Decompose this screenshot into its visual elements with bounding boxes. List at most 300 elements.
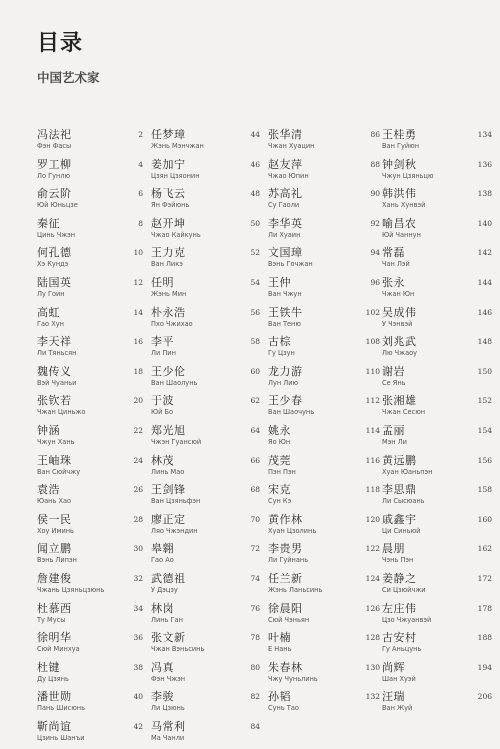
index-entry[interactable] — [382, 513, 494, 543]
index-entry[interactable] — [151, 513, 263, 543]
artist-name-chinese: 黄作林 — [268, 512, 303, 526]
page-number: 86 — [370, 130, 380, 139]
page-number: 60 — [250, 366, 260, 376]
page-number: 52 — [250, 248, 260, 258]
artist-name-chinese: 钟涵 — [37, 423, 60, 437]
artist-name-chinese: 王少春 — [268, 394, 303, 408]
artist-name-russian: Шан Хуэй — [382, 674, 416, 683]
page-number: 24 — [133, 455, 143, 465]
artist-name-russian: Сун Кэ — [268, 497, 292, 506]
index-entry[interactable] — [382, 217, 494, 247]
index-entry[interactable] — [268, 513, 380, 543]
artist-name-russian: Вэнь Липэн — [37, 556, 77, 565]
artist-name-russian: Чжан Вэньсинь — [151, 645, 205, 654]
index-entry[interactable] — [382, 424, 494, 454]
artist-name-russian: Юань Хао — [37, 497, 72, 506]
page-number: 188 — [477, 633, 492, 643]
index-column-3 — [268, 128, 380, 720]
artist-name-russian: Ван Жуй — [382, 704, 413, 713]
page-number: 90 — [370, 189, 380, 199]
artist-name-russian: Чжан Хуацин — [268, 142, 315, 150]
page-number: 126 — [365, 603, 380, 613]
index-entry[interactable] — [37, 217, 149, 247]
artist-name-chinese: 龙力游 — [268, 364, 303, 378]
artist-name-russian: Чэнь Пэн — [382, 556, 414, 565]
artist-name-russian: Ван Чжун — [268, 289, 302, 298]
page-number: 132 — [365, 692, 380, 702]
artist-name-russian: Гао Хун — [37, 319, 64, 328]
page-number: 122 — [365, 544, 380, 554]
page-number: 134 — [477, 130, 492, 139]
index-entry[interactable] — [37, 631, 149, 661]
page-number: 74 — [250, 573, 260, 583]
index-entry[interactable] — [37, 483, 149, 513]
page-number: 96 — [370, 277, 380, 287]
artist-name-russian: Ван Ликэ — [151, 260, 183, 269]
artist-name-russian: Хань Хунвэй — [382, 201, 426, 210]
page-number: 66 — [250, 455, 260, 465]
artist-name-chinese: 茂莞 — [268, 453, 291, 467]
page-number: 16 — [133, 337, 143, 347]
artist-name-russian: Ли Тяньсян — [37, 349, 77, 358]
artist-name-chinese: 杜键 — [37, 660, 60, 674]
artist-name-russian: Хуан Цзолинь — [268, 526, 317, 535]
index-entry[interactable] — [382, 631, 494, 661]
page-number: 78 — [250, 633, 260, 643]
index-entry[interactable] — [151, 365, 263, 395]
artist-name-chinese: 袁浩 — [37, 483, 60, 497]
index-entry[interactable] — [268, 128, 380, 158]
page-number: 48 — [250, 189, 260, 199]
page-number: 128 — [365, 633, 380, 643]
page-number: 124 — [365, 573, 380, 583]
artist-name-chinese: 廖正定 — [151, 512, 186, 526]
artist-name-russian: Лу Гоин — [37, 289, 65, 298]
page-number: 94 — [370, 248, 380, 258]
artist-name-chinese: 赵开坤 — [151, 216, 186, 230]
page-number: 44 — [250, 130, 260, 139]
artist-name-chinese: 潘世勋 — [37, 690, 72, 704]
page-number: 102 — [365, 307, 380, 317]
index-entry[interactable] — [268, 394, 380, 424]
artist-name-russian: Ван Шаолунь — [151, 378, 198, 387]
index-entry[interactable] — [151, 690, 263, 720]
artist-name-russian: Чжао Юпин — [268, 171, 309, 180]
index-entry[interactable] — [151, 187, 263, 217]
artist-name-russian: Мэн Ли — [382, 437, 407, 446]
index-entry[interactable] — [151, 631, 263, 661]
artist-name-russian: Гао Ао — [151, 556, 174, 565]
index-entry[interactable] — [268, 424, 380, 454]
page-number: 144 — [477, 277, 492, 287]
artist-name-chinese: 苏高礼 — [268, 187, 303, 201]
artist-name-chinese: 钟剑秋 — [382, 157, 417, 171]
page-number: 194 — [477, 662, 492, 672]
artist-name-russian: Ли Сысюань — [382, 497, 425, 506]
page-number: 172 — [477, 573, 492, 583]
artist-name-russian: Ван Шаочунь — [268, 408, 315, 417]
page-number: 40 — [133, 692, 143, 702]
index-entry[interactable] — [382, 542, 494, 572]
artist-name-russian: Линь Ган — [151, 615, 183, 624]
index-entry[interactable] — [151, 720, 263, 749]
artist-name-chinese: 李天祥 — [37, 335, 72, 349]
artist-name-russian: Цзо Чжуанвэй — [382, 615, 432, 624]
artist-name-russian: Линь Мао — [151, 467, 185, 476]
artist-name-chinese: 任梦璋 — [151, 128, 186, 141]
index-entry[interactable] — [382, 187, 494, 217]
index-entry[interactable] — [151, 424, 263, 454]
artist-name-chinese: 宋克 — [268, 483, 291, 497]
artist-name-chinese: 高虹 — [37, 305, 60, 319]
index-entry[interactable] — [37, 454, 149, 484]
artist-name-chinese: 孟丽 — [382, 423, 405, 437]
index-entry[interactable] — [151, 246, 263, 276]
artist-name-chinese: 吴成伟 — [382, 305, 417, 319]
page-number: 136 — [477, 159, 492, 169]
artist-name-russian: Лун Лию — [268, 378, 299, 387]
page-number: 28 — [133, 514, 143, 524]
artist-name-chinese: 韩洪伟 — [382, 187, 417, 201]
page-number: 8 — [138, 218, 143, 228]
artist-name-russian: Юй Бо — [151, 408, 174, 417]
index-entry[interactable] — [268, 365, 380, 395]
index-entry[interactable] — [382, 128, 494, 158]
artist-name-russian: Ту Мусы — [37, 615, 66, 624]
index-entry[interactable] — [268, 217, 380, 247]
artist-name-chinese: 张湘雄 — [382, 394, 417, 408]
artist-name-russian: Гу Аньцунь — [382, 645, 422, 654]
index-entry[interactable] — [268, 483, 380, 513]
artist-name-russian: Вэнь Гочжан — [268, 260, 313, 269]
artist-name-russian: Ма Чанли — [151, 733, 185, 742]
artist-name-chinese: 赵友萍 — [268, 157, 303, 171]
artist-name-chinese: 李华英 — [268, 216, 303, 230]
artist-name-chinese: 林茂 — [151, 453, 174, 467]
index-entry[interactable] — [268, 690, 380, 720]
page-number: 22 — [133, 425, 143, 435]
index-entry[interactable] — [37, 690, 149, 720]
artist-name-chinese: 黄远鹏 — [382, 453, 417, 467]
page-number: 112 — [365, 396, 380, 406]
index-entry[interactable] — [268, 542, 380, 572]
page-number: 120 — [365, 514, 380, 524]
index-entry[interactable] — [151, 128, 263, 158]
artist-name-chinese: 文国璋 — [268, 246, 303, 260]
artist-name-russian: Цзян Цзяонин — [151, 171, 200, 180]
artist-name-chinese: 马常利 — [151, 719, 186, 733]
artist-name-russian: Се Янь — [382, 378, 406, 387]
page-number: 178 — [477, 603, 492, 613]
page-number: 116 — [365, 455, 380, 465]
index-entry[interactable] — [37, 246, 149, 276]
index-entry[interactable] — [268, 661, 380, 691]
index-entry[interactable] — [151, 454, 263, 484]
index-entry[interactable] — [37, 335, 149, 365]
page-number: 152 — [477, 396, 492, 406]
page-number: 206 — [477, 692, 492, 702]
artist-name-russian: Ван Сюйчжу — [37, 467, 81, 476]
artist-name-chinese: 闻立鹏 — [37, 542, 72, 556]
artist-name-russian: Жэнь Мин — [151, 289, 187, 298]
artist-name-russian: Ло Гунлю — [37, 171, 71, 180]
artist-name-chinese: 常磊 — [382, 246, 405, 260]
index-entry[interactable] — [268, 335, 380, 365]
artist-name-chinese: 任兰新 — [268, 571, 303, 585]
artist-name-chinese: 古棕 — [268, 335, 291, 349]
index-entry[interactable] — [268, 572, 380, 602]
artist-name-russian: Си Цзюйчжи — [382, 585, 426, 594]
artist-name-russian: Фэн Чжэн — [151, 674, 186, 683]
artist-name-chinese: 姜加宁 — [151, 157, 186, 171]
index-column-1 — [37, 128, 149, 749]
page-number: 4 — [138, 159, 143, 169]
artist-name-chinese: 刘兆武 — [382, 335, 417, 349]
index-entry[interactable] — [37, 513, 149, 543]
index-entry[interactable] — [37, 276, 149, 306]
artist-name-russian: Гу Цзун — [268, 349, 295, 358]
page-number: 82 — [250, 692, 260, 702]
index-entry[interactable] — [382, 365, 494, 395]
index-entry[interactable] — [151, 217, 263, 247]
artist-name-chinese: 谢岩 — [382, 364, 405, 378]
index-entry[interactable] — [268, 306, 380, 336]
index-entry[interactable] — [37, 661, 149, 691]
page-number: 76 — [250, 603, 260, 613]
page-number: 130 — [365, 662, 380, 672]
artist-name-russian: Е Нань — [268, 645, 292, 654]
index-entry[interactable] — [382, 483, 494, 513]
page-number: 6 — [138, 189, 143, 199]
artist-name-russian: Жэнь Ланьсинь — [268, 585, 323, 594]
index-entry[interactable] — [37, 720, 149, 749]
page-number: 58 — [250, 337, 260, 347]
index-entry[interactable] — [268, 631, 380, 661]
artist-name-chinese: 朴永浩 — [151, 305, 186, 319]
artist-name-chinese: 张钦若 — [37, 394, 72, 408]
page-number: 80 — [250, 662, 260, 672]
index-entry[interactable] — [268, 158, 380, 188]
page-number: 162 — [477, 544, 492, 554]
index-entry[interactable] — [151, 394, 263, 424]
page-number: 32 — [133, 573, 143, 583]
artist-name-chinese: 李骏 — [151, 690, 174, 704]
index-entry[interactable] — [382, 276, 494, 306]
page-number: 92 — [370, 218, 380, 228]
artist-name-russian: Пань Шисюнь — [37, 704, 86, 713]
index-entry[interactable] — [382, 158, 494, 188]
page-number: 62 — [250, 396, 260, 406]
artist-name-russian: Ли Гуйнань — [268, 556, 309, 565]
page-number: 46 — [250, 159, 260, 169]
artist-name-chinese: 张文新 — [151, 631, 186, 645]
index-entry[interactable] — [37, 187, 149, 217]
artist-name-chinese: 戚鑫宇 — [382, 512, 417, 526]
index-entry[interactable] — [151, 542, 263, 572]
index-entry[interactable] — [37, 128, 149, 158]
page-number: 20 — [133, 396, 143, 406]
artist-name-russian: Чжу Чуньлинь — [268, 674, 318, 683]
artist-name-chinese: 武德祖 — [151, 571, 186, 585]
page-number: 146 — [477, 307, 492, 317]
index-entry[interactable] — [151, 572, 263, 602]
artist-name-chinese: 王力克 — [151, 246, 186, 260]
artist-name-russian: Чжан Циньжо — [37, 408, 86, 417]
artist-name-russian: Цинь Чжэн — [37, 230, 76, 239]
page-number: 42 — [133, 721, 143, 731]
page-number: 56 — [250, 307, 260, 317]
artist-name-russian: Су Гаоли — [268, 201, 300, 210]
artist-name-russian: Хуан Юаньпэн — [382, 467, 433, 476]
page-number: 158 — [477, 485, 492, 495]
index-entry[interactable] — [151, 306, 263, 336]
artist-name-russian: Чжао Кайкунь — [151, 230, 201, 239]
page-number: 114 — [365, 425, 380, 435]
index-entry[interactable] — [268, 187, 380, 217]
artist-name-chinese: 陆国英 — [37, 275, 72, 289]
artist-name-chinese: 王仲 — [268, 275, 291, 289]
artist-name-russian: Чжэн Гуансюй — [151, 437, 202, 446]
artist-name-chinese: 姚永 — [268, 423, 291, 437]
artist-name-chinese: 孙韬 — [268, 690, 291, 704]
artist-name-russian: Сунь Тао — [268, 704, 299, 713]
artist-name-russian: Яо Юн — [268, 437, 291, 446]
artist-name-russian: Сюй Чэньян — [268, 615, 310, 624]
page-number: 108 — [365, 337, 380, 347]
page-number: 154 — [477, 425, 492, 435]
artist-name-russian: Юй Юньцзе — [37, 201, 78, 210]
index-entry[interactable] — [382, 306, 494, 336]
index-entry[interactable] — [37, 602, 149, 632]
artist-name-russian: Юй Чаннун — [382, 230, 421, 239]
index-entry[interactable] — [382, 602, 494, 632]
artist-name-chinese: 王铁牛 — [268, 305, 303, 319]
page-number: 2 — [138, 130, 143, 139]
artist-name-chinese: 罗工柳 — [37, 157, 72, 171]
artist-name-russian: Жэнь Мэнчжан — [151, 142, 204, 150]
page-number: 142 — [477, 248, 492, 258]
artist-name-chinese: 尚辉 — [382, 660, 405, 674]
page-number: 38 — [133, 662, 143, 672]
index-entry[interactable] — [382, 690, 494, 720]
index-entry[interactable] — [382, 335, 494, 365]
index-entry[interactable] — [382, 661, 494, 691]
index-entry[interactable] — [151, 602, 263, 632]
page-number: 50 — [250, 218, 260, 228]
artist-name-russian: Ли Цзюнь — [151, 704, 185, 713]
page-number: 160 — [477, 514, 492, 524]
artist-name-russian: Ци Синьюй — [382, 526, 421, 535]
artist-name-russian: Ду Цзянь — [37, 674, 69, 683]
artist-name-chinese: 王桂勇 — [382, 128, 417, 141]
artist-name-chinese: 冯真 — [151, 660, 174, 674]
page-number: 64 — [250, 425, 260, 435]
index-entry[interactable] — [37, 158, 149, 188]
artist-name-russian: Лю Чжаоу — [382, 349, 418, 358]
artist-name-chinese: 秦征 — [37, 216, 60, 230]
artist-name-russian: Ли Хуаин — [268, 230, 301, 239]
index-entry[interactable] — [37, 572, 149, 602]
artist-name-chinese: 皋翱 — [151, 542, 174, 556]
artist-name-chinese: 王岫珠 — [37, 453, 72, 467]
artist-name-chinese: 汪瑞 — [382, 690, 405, 704]
index-entry[interactable] — [382, 572, 494, 602]
artist-name-chinese: 杜慕西 — [37, 601, 72, 615]
artist-name-russian: Чан Лэй — [382, 260, 410, 269]
index-entry[interactable] — [151, 158, 263, 188]
page-number: 150 — [477, 366, 492, 376]
artist-name-chinese: 林岗 — [151, 601, 174, 615]
page-number: 156 — [477, 455, 492, 465]
index-entry[interactable] — [382, 454, 494, 484]
artist-name-chinese: 侯一民 — [37, 512, 72, 526]
index-entry[interactable] — [37, 424, 149, 454]
artist-name-chinese: 李贵男 — [268, 542, 303, 556]
artist-name-russian: Чжань Цзяньцзюнь — [37, 585, 105, 594]
index-entry[interactable] — [268, 602, 380, 632]
page-number: 88 — [370, 159, 380, 169]
artist-name-russian: У Чэнвэй — [382, 319, 413, 328]
index-entry[interactable] — [268, 276, 380, 306]
artist-name-russian: Пхо Чжихао — [151, 319, 193, 328]
page-number: 84 — [250, 721, 260, 731]
artist-name-chinese: 姜静之 — [382, 571, 417, 585]
artist-name-chinese: 何孔德 — [37, 246, 72, 260]
page-number: 10 — [133, 248, 143, 258]
artist-name-russian: Чжан Юн — [382, 289, 415, 298]
index-entry[interactable] — [37, 365, 149, 395]
index-column-2 — [151, 128, 263, 749]
artist-name-chinese: 詹建俊 — [37, 571, 72, 585]
index-column-4 — [382, 128, 494, 720]
page-number: 36 — [133, 633, 143, 643]
artist-name-chinese: 叶楠 — [268, 631, 291, 645]
index-entry[interactable] — [382, 246, 494, 276]
artist-name-russian: Ян Фэйюнь — [151, 201, 190, 210]
index-entry[interactable] — [151, 276, 263, 306]
artist-name-chinese: 冯法祀 — [37, 128, 72, 141]
artist-name-chinese: 于波 — [151, 394, 174, 408]
index-entry[interactable] — [151, 483, 263, 513]
index-entry[interactable] — [382, 394, 494, 424]
page-number: 68 — [250, 485, 260, 495]
index-entry[interactable] — [151, 335, 263, 365]
page-number: 54 — [250, 277, 260, 287]
artist-name-chinese: 任明 — [151, 275, 174, 289]
page-number: 18 — [133, 366, 143, 376]
artist-name-chinese: 郑光旭 — [151, 423, 186, 437]
artist-name-chinese: 张永 — [382, 275, 405, 289]
index-entry[interactable] — [37, 542, 149, 572]
index-entry[interactable] — [37, 306, 149, 336]
artist-name-chinese: 晨朋 — [382, 542, 405, 556]
artist-name-chinese: 左庄伟 — [382, 601, 417, 615]
artist-name-russian: Хоу Иминь — [37, 526, 74, 535]
artist-name-chinese: 靳尚谊 — [37, 719, 72, 733]
index-entry[interactable] — [268, 246, 380, 276]
page-number: 110 — [365, 366, 380, 376]
artist-name-russian: Чжун Хань — [37, 437, 75, 446]
index-entry[interactable] — [151, 661, 263, 691]
index-entry[interactable] — [268, 454, 380, 484]
index-entry[interactable] — [37, 394, 149, 424]
page-number: 30 — [133, 544, 143, 554]
artist-name-chinese: 魏传义 — [37, 364, 72, 378]
artist-name-chinese: 张华清 — [268, 128, 303, 141]
page-number: 70 — [250, 514, 260, 524]
artist-name-chinese: 王少伦 — [151, 364, 186, 378]
artist-name-chinese: 徐晨阳 — [268, 601, 303, 615]
